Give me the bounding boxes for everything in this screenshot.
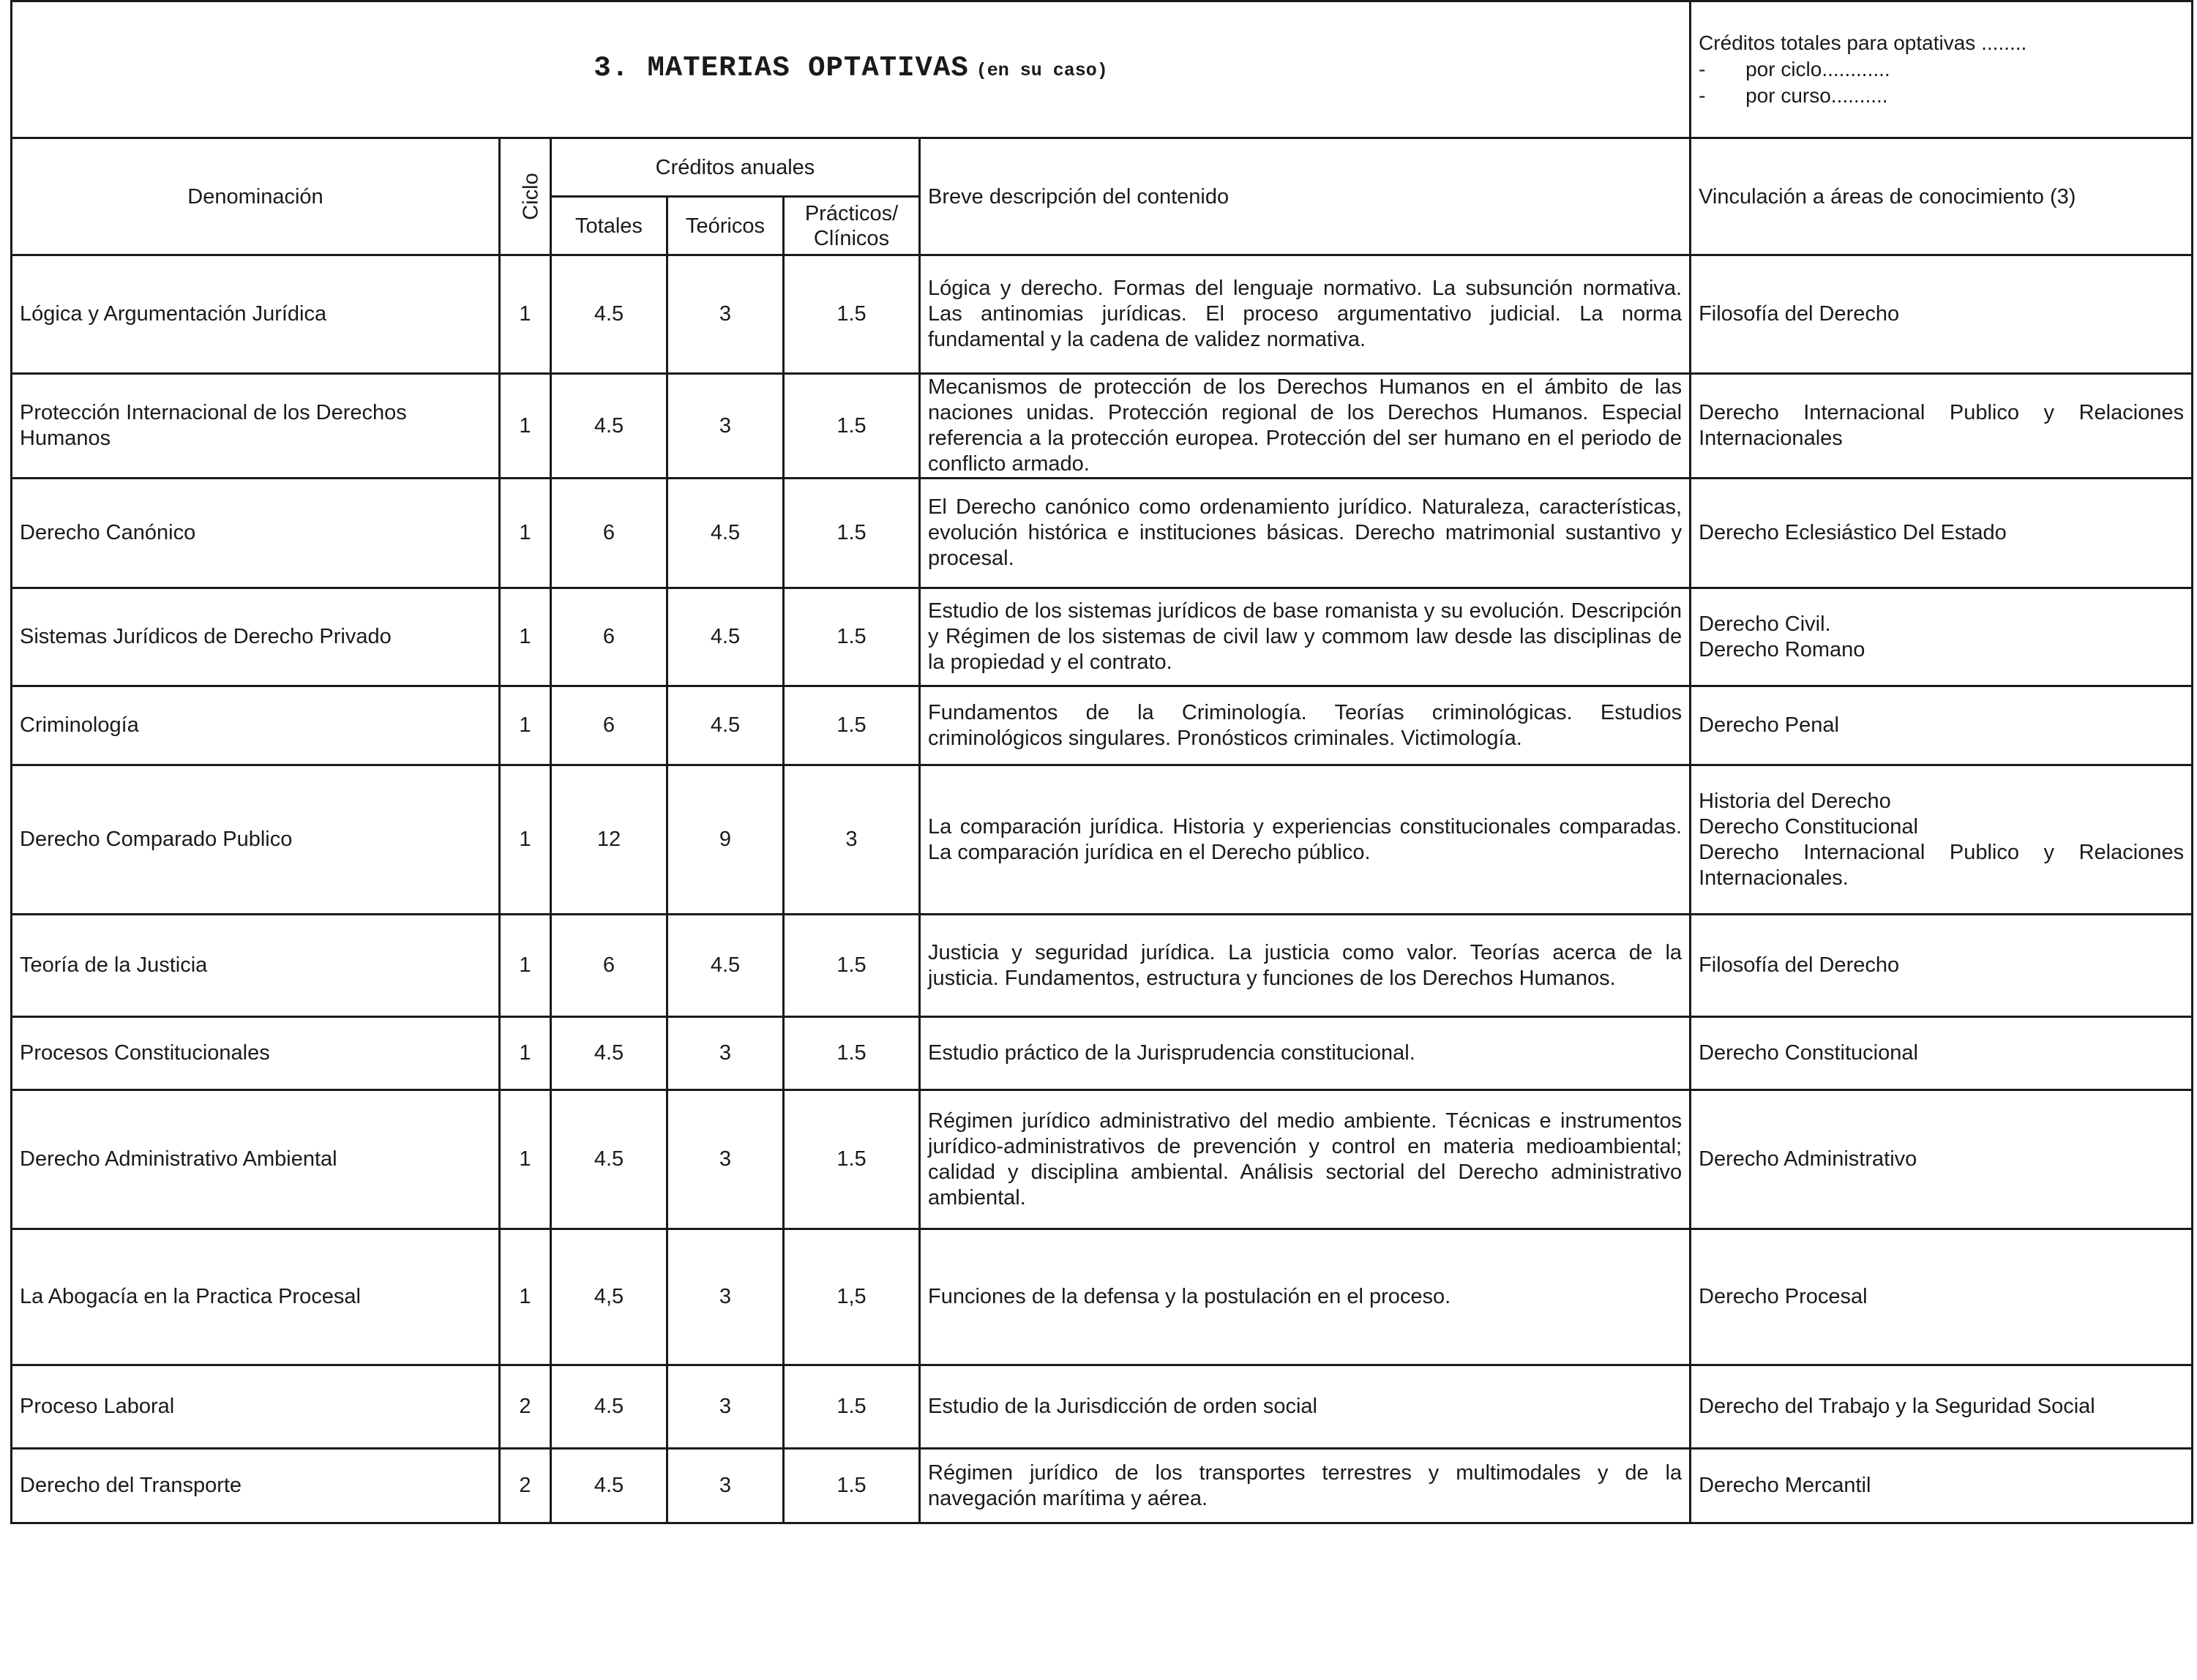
content-description: El Derecho canónico como ordenamiento jurídico. Naturaleza, características, evolución histórica e instituciones básicas. Derecho matrimonial sustantivo y procesal. xyxy=(920,479,1691,588)
knowledge-areas xyxy=(1691,479,2193,588)
document-page xyxy=(10,0,2191,1524)
knowledge-area: Derecho Internacional Publico y Relaciones xyxy=(1699,840,2185,864)
teoricos-value: 3 xyxy=(667,1017,784,1090)
header-row-1 xyxy=(12,138,2193,197)
credits-total-line: Créditos totales para optativas ........ xyxy=(1699,31,2027,54)
header-vinculacion: Vinculación a áreas de conocimiento (3) xyxy=(1691,138,2193,255)
subject-name: Derecho Administrativo Ambiental xyxy=(12,1090,500,1229)
teoricos-value: 3 xyxy=(667,255,784,374)
practicos-value: 1.5 xyxy=(784,1017,920,1090)
teoricos-value: 4.5 xyxy=(667,686,784,765)
totales-value: 4.5 xyxy=(551,1090,667,1229)
subject-name: Criminología xyxy=(12,686,500,765)
table-row xyxy=(12,374,2193,479)
practicos-value: 3 xyxy=(784,765,920,915)
totales-value: 4.5 xyxy=(551,1017,667,1090)
ciclo-value: 2 xyxy=(500,1449,551,1523)
knowledge-areas xyxy=(1691,765,2193,915)
practicos-value: 1,5 xyxy=(784,1229,920,1365)
knowledge-area: Derecho Penal xyxy=(1699,713,1839,737)
knowledge-areas xyxy=(1691,588,2193,686)
knowledge-area: Derecho Mercantil xyxy=(1699,1474,1871,1497)
knowledge-area: Derecho Eclesiástico Del Estado xyxy=(1699,521,2007,544)
totales-value: 4,5 xyxy=(551,1229,667,1365)
practicos-value: 1.5 xyxy=(784,686,920,765)
teoricos-value: 3 xyxy=(667,374,784,479)
content-description: Justicia y seguridad jurídica. La justicia como valor. Teorías acerca de la justicia. Fundamentos, estructura y funciones de los Derechos Humanos. xyxy=(920,915,1691,1017)
teoricos-value: 4.5 xyxy=(667,588,784,686)
ciclo-value: 2 xyxy=(500,1365,551,1449)
table-row xyxy=(12,1365,2193,1449)
optativas-table xyxy=(10,0,2193,1524)
knowledge-area: Derecho Civil. xyxy=(1699,612,1831,636)
table-row xyxy=(12,255,2193,374)
knowledge-area: Derecho del Trabajo y la Seguridad Social xyxy=(1699,1395,2095,1418)
practicos-value: 1.5 xyxy=(784,479,920,588)
subject-name: Derecho Comparado Publico xyxy=(12,765,500,915)
table-row xyxy=(12,1090,2193,1229)
section-subtitle: (en su caso) xyxy=(976,60,1108,81)
teoricos-value: 3 xyxy=(667,1090,784,1229)
totales-value: 6 xyxy=(551,686,667,765)
ciclo-value: 1 xyxy=(500,1229,551,1365)
knowledge-area: Internacionales. xyxy=(1699,866,1849,890)
table-row xyxy=(12,686,2193,765)
subject-name: Derecho del Transporte xyxy=(12,1449,500,1523)
content-description: Estudio de los sistemas jurídicos de base romanista y su evolución. Descripción y Régimen de los sistemas de civil law y commom law desde las disciplinas de la propiedad y el contrato. xyxy=(920,588,1691,686)
knowledge-area: Derecho Romano xyxy=(1699,637,1865,661)
teoricos-value: 3 xyxy=(667,1365,784,1449)
subject-name: Procesos Constitucionales xyxy=(12,1017,500,1090)
totales-value: 4.5 xyxy=(551,374,667,479)
header-descripcion: Breve descripción del contenido xyxy=(920,138,1691,255)
credits-per-cycle-line: - por ciclo............ xyxy=(1699,58,1890,80)
practicos-value: 1.5 xyxy=(784,374,920,479)
knowledge-area: Filosofía del Derecho xyxy=(1699,302,1900,326)
knowledge-areas xyxy=(1691,915,2193,1017)
ciclo-value: 1 xyxy=(500,1017,551,1090)
ciclo-value: 1 xyxy=(500,479,551,588)
subject-name: Protección Internacional de los Derechos Humanos xyxy=(12,374,500,479)
practicos-value: 1.5 xyxy=(784,1090,920,1229)
knowledge-area: Derecho Administrativo xyxy=(1699,1147,1917,1171)
table-row xyxy=(12,1017,2193,1090)
subject-name: Derecho Canónico xyxy=(12,479,500,588)
subject-name: Lógica y Argumentación Jurídica xyxy=(12,255,500,374)
content-description: Estudio práctico de la Jurisprudencia constitucional. xyxy=(920,1017,1691,1090)
totales-value: 4.5 xyxy=(551,255,667,374)
content-description: Lógica y derecho. Formas del lenguaje normativo. La subsunción normativa. Las antinomias jurídicas. El proceso argumentativo judicial. La norma fundamental y la cadena de validez normativa. xyxy=(920,255,1691,374)
table-body xyxy=(12,255,2193,1523)
content-description: Fundamentos de la Criminología. Teorías criminológicas. Estudios criminológicos singulares. Pronósticos criminales. Victimología. xyxy=(920,686,1691,765)
table-row xyxy=(12,915,2193,1017)
subject-name: La Abogacía en la Practica Procesal xyxy=(12,1229,500,1365)
title-row xyxy=(12,1,2193,138)
knowledge-areas xyxy=(1691,1017,2193,1090)
teoricos-value: 3 xyxy=(667,1229,784,1365)
ciclo-value: 1 xyxy=(500,915,551,1017)
section-title-cell xyxy=(12,1,1691,138)
practicos-value: 1.5 xyxy=(784,1449,920,1523)
content-description: Régimen jurídico de los transportes terrestres y multimodales y de la navegación marítima y aérea. xyxy=(920,1449,1691,1523)
practicos-value: 1.5 xyxy=(784,255,920,374)
subject-name: Proceso Laboral xyxy=(12,1365,500,1449)
knowledge-area: Internacionales xyxy=(1699,427,1843,450)
table-row xyxy=(12,588,2193,686)
knowledge-areas xyxy=(1691,1365,2193,1449)
section-title: 3. MATERIAS OPTATIVAS xyxy=(594,52,969,84)
subject-name: Sistemas Jurídicos de Derecho Privado xyxy=(12,588,500,686)
knowledge-area: Historia del Derecho xyxy=(1699,789,1891,813)
header-teoricos: Teóricos xyxy=(667,197,784,255)
knowledge-areas xyxy=(1691,1229,2193,1365)
totales-value: 6 xyxy=(551,915,667,1017)
teoricos-value: 9 xyxy=(667,765,784,915)
credits-per-course-line: - por curso.......... xyxy=(1699,84,1888,107)
knowledge-areas xyxy=(1691,255,2193,374)
ciclo-value: 1 xyxy=(500,255,551,374)
knowledge-area: Derecho Procesal xyxy=(1699,1285,1868,1308)
header-practicos: Prácticos/ Clínicos xyxy=(784,197,920,255)
knowledge-area: Derecho Constitucional xyxy=(1699,1041,1918,1065)
table-row xyxy=(12,1449,2193,1523)
knowledge-areas xyxy=(1691,1449,2193,1523)
ciclo-value: 1 xyxy=(500,765,551,915)
table-row xyxy=(12,1229,2193,1365)
ciclo-value: 1 xyxy=(500,374,551,479)
practicos-value: 1.5 xyxy=(784,915,920,1017)
table-row xyxy=(12,765,2193,915)
knowledge-area: Derecho Internacional Publico y Relaciones xyxy=(1699,401,2185,424)
teoricos-value: 3 xyxy=(667,1449,784,1523)
totales-value: 6 xyxy=(551,588,667,686)
teoricos-value: 4.5 xyxy=(667,479,784,588)
knowledge-areas xyxy=(1691,374,2193,479)
header-creditos-anuales: Créditos anuales xyxy=(551,138,920,197)
table-row xyxy=(12,479,2193,588)
ciclo-value: 1 xyxy=(500,588,551,686)
knowledge-area: Filosofía del Derecho xyxy=(1699,953,1900,977)
practicos-value: 1.5 xyxy=(784,588,920,686)
totales-value: 6 xyxy=(551,479,667,588)
header-denominacion: Denominación xyxy=(12,138,500,255)
subject-name: Teoría de la Justicia xyxy=(12,915,500,1017)
totales-value: 4.5 xyxy=(551,1449,667,1523)
credits-box xyxy=(1691,1,2193,138)
content-description: La comparación jurídica. Historia y experiencias constitucionales comparadas. La comparación jurídica en el Derecho público. xyxy=(920,765,1691,915)
knowledge-area: Derecho Constitucional xyxy=(1699,814,1918,839)
teoricos-value: 4.5 xyxy=(667,915,784,1017)
content-description: Régimen jurídico administrativo del medio ambiente. Técnicas e instrumentos jurídico-administrativos de prevención y control en materia medioambiental; calidad y disciplina ambiental. Análisis sectorial del Derecho administrativo ambiental. xyxy=(920,1090,1691,1229)
ciclo-value: 1 xyxy=(500,1090,551,1229)
content-description: Mecanismos de protección de los Derechos Humanos en el ámbito de las naciones unidas. Protección regional de los Derechos Humanos. Especial referencia a la protección europea. Protección del ser humano en el periodo de conflicto armado. xyxy=(920,374,1691,479)
ciclo-value: 1 xyxy=(500,686,551,765)
header-ciclo: Ciclo xyxy=(500,138,551,255)
practicos-value: 1.5 xyxy=(784,1365,920,1449)
content-description: Funciones de la defensa y la postulación en el proceso. xyxy=(920,1229,1691,1365)
content-description: Estudio de la Jurisdicción de orden social xyxy=(920,1365,1691,1449)
knowledge-areas xyxy=(1691,1090,2193,1229)
totales-value: 4.5 xyxy=(551,1365,667,1449)
knowledge-areas xyxy=(1691,686,2193,765)
totales-value: 12 xyxy=(551,765,667,915)
header-totales: Totales xyxy=(551,197,667,255)
